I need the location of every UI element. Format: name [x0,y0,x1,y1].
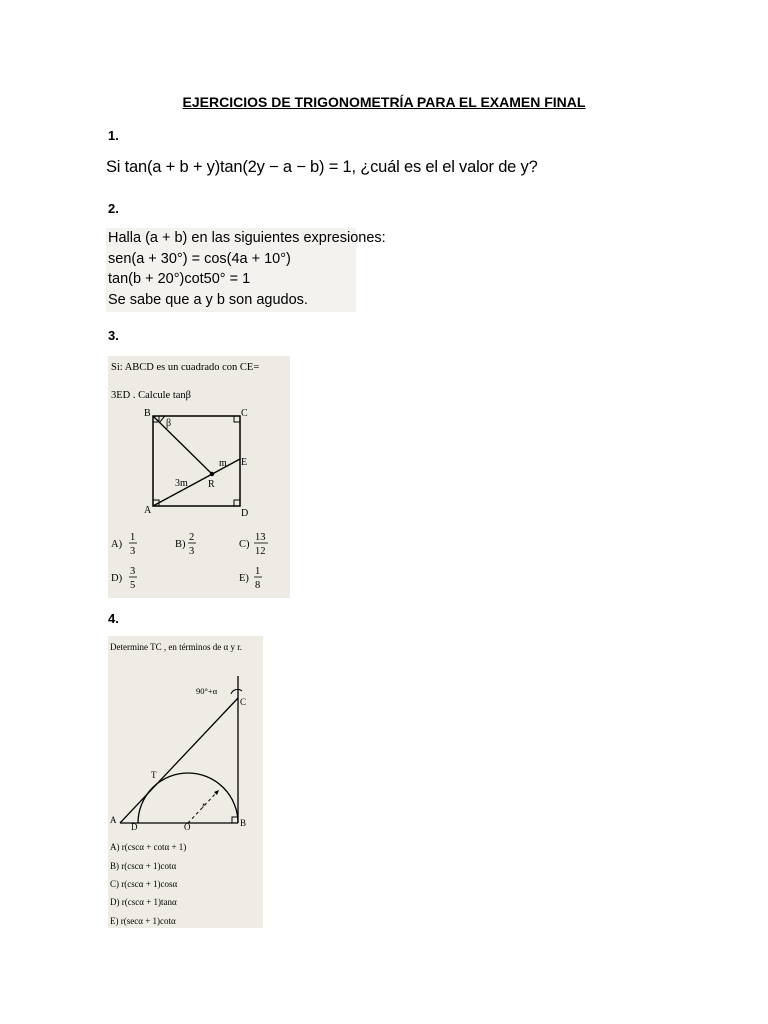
label-m: m [219,458,227,469]
option-c: C) r(cscα + 1)cosα [110,879,178,889]
svg-text:3: 3 [189,546,195,557]
label-angle: 90°+α [196,686,218,696]
label-c: C [240,697,247,707]
option-c [239,532,268,557]
problem-2-line: sen(a + 30°) = cos(4a + 10°) [108,250,291,267]
svg-text:8: 8 [255,580,261,591]
problem-number-2: 2. [108,201,119,216]
semicircle [138,773,238,823]
svg-text:D): D) [111,573,123,584]
svg-text:13: 13 [255,532,266,543]
segment-ac [120,698,238,823]
label-r: R [208,479,215,490]
svg-text:12: 12 [255,546,266,557]
problem-4-statement: Determine TC , en términos de α y r. [110,642,243,652]
option-a [111,532,137,557]
label-a: A [110,815,117,825]
option-a: A) r(cscα + cotα + 1) [110,842,187,852]
svg-text:1: 1 [255,566,261,577]
label-d: D [131,822,138,832]
option-e [239,566,262,591]
segment-br [153,416,212,474]
svg-text:B): B) [175,539,186,550]
label-o: O [184,822,191,832]
label-r: r [202,800,206,810]
problem-2-line: Halla (a + b) en las siguientes expresiones: [108,230,386,246]
problem-3-scan [108,356,290,598]
problem-2-scan [106,228,386,312]
svg-text:3: 3 [130,566,136,577]
label-b: B [240,818,247,828]
problem-number-3: 3. [108,328,119,343]
svg-text:5: 5 [130,580,136,591]
point-r [210,472,214,476]
problem-4-scan [108,636,263,928]
problem-3-statement-1: Si: ABCD es un cuadrado con CE= [111,362,260,373]
label-a: A [144,505,152,516]
beta-arc [160,416,165,422]
problem-1-text: Si tan(a + b + y)tan(2y − a − b) = 1, ¿cuál es el el valor de y? [106,158,538,176]
svg-text:2: 2 [189,532,195,543]
problem-2-line: Se sabe que a y b son agudos. [108,291,308,308]
square-diagram [108,356,290,598]
label-beta: β [166,418,172,429]
problem-3-statement-2: 3ED . Calcule tanβ [111,390,191,401]
label-3m: 3m [175,478,188,489]
svg-text:C): C) [239,539,250,550]
option-d [111,566,137,591]
right-angle-c [234,416,240,422]
svg-text:A): A) [111,539,123,550]
page-title: EJERCICIOS DE TRIGONOMETRÍA PARA EL EXAMEN FINAL [182,94,586,110]
option-d: D) r(cscα + 1)tanα [110,897,177,907]
option-b [175,532,196,557]
angle-arc-c [231,689,242,694]
problem-2-line: tan(b + 20°)cot50° = 1 [108,271,251,287]
right-angle-b [232,817,238,823]
svg-text:E): E) [239,573,249,584]
right-angle-d [234,500,240,506]
option-b: B) r(cscα + 1)cotα [110,861,177,871]
label-b: B [144,408,151,419]
label-e: E [241,457,248,468]
problem-number-4: 4. [108,611,119,626]
semicircle-diagram [108,636,263,928]
label-t: T [151,770,157,780]
radius-arrow [214,790,219,795]
label-d: D [241,508,249,519]
label-c: C [241,408,248,419]
option-e: E) r(secα + 1)cotα [110,916,176,926]
svg-text:3: 3 [130,546,136,557]
svg-text:1: 1 [130,532,136,543]
problem-number-1: 1. [108,128,119,143]
segment-ae [153,459,240,506]
